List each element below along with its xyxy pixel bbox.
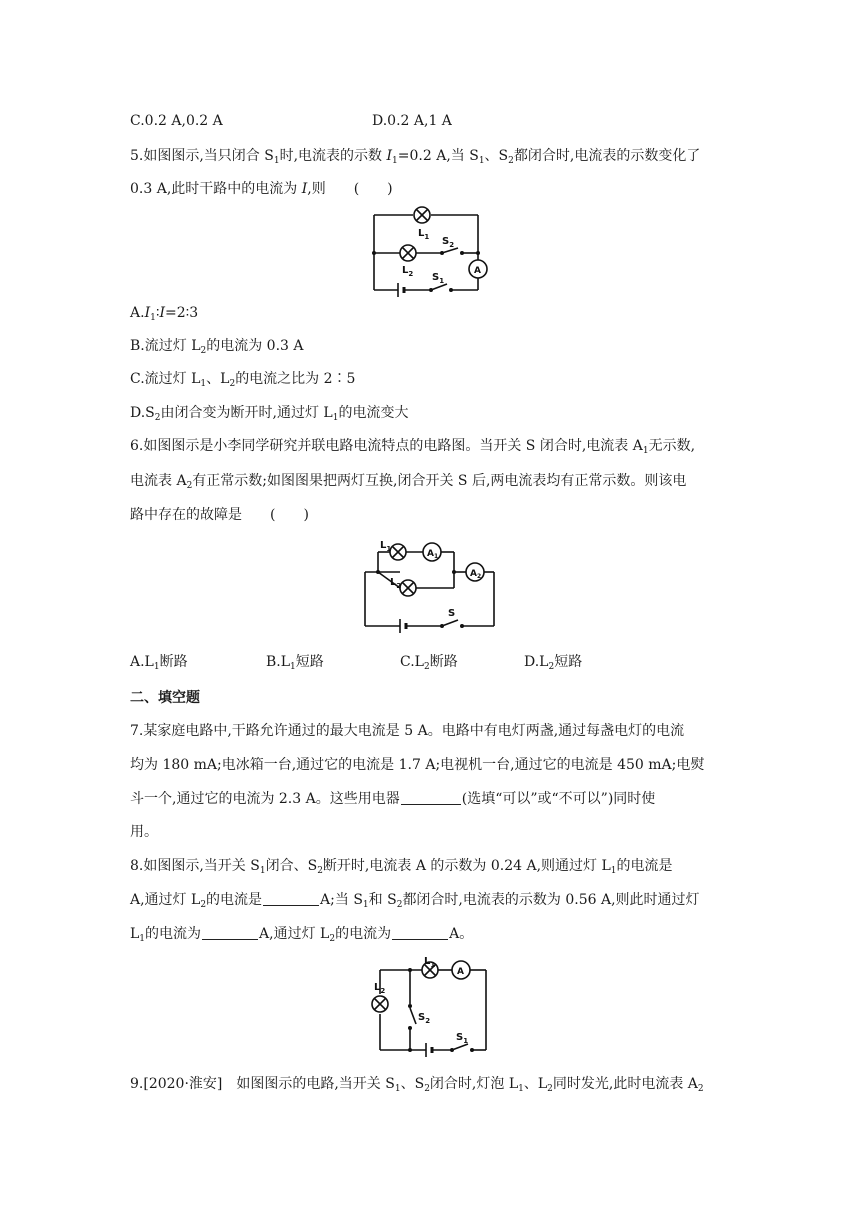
lamp-l1-icon [414, 207, 430, 223]
lamp-l1-icon [390, 544, 406, 560]
q8-line3: $L_1$的电流为 A,通过灯 $L_2$的电流为 A。 [130, 926, 474, 944]
q5-stem-line1: 5.如图图示,当只闭合 $S_1$时,电流表的示数 $I_1=0.2$ A,当 $S_1$、$S_2$都闭合时,电流表的示数变化了 [130, 148, 701, 166]
q5-option-a: $A.I_1∶I=2∶3$ [130, 305, 199, 323]
q7-line4: 用。 [130, 824, 158, 840]
q6-label-s: S [448, 608, 456, 619]
q6-stem-line1: 6.如图图示是小李同学研究并联电路电流特点的电路图。当开关 S 闭合时,电流表 $A_1$无示数, [130, 438, 696, 456]
q8-label-s1: $S_1$ [456, 1032, 469, 1045]
q5-option-d: $D.S_2$由闭合变为断开时,通过灯 $L_1$的电流变大 [130, 405, 409, 423]
q8-label-ammeter: A [457, 967, 464, 977]
lamp-l2-icon [400, 245, 416, 261]
q6-option-c: $C.L_2$断路 [400, 654, 458, 672]
q7-line3: 斗一个,通过它的电流为 2.3 A。这些用电器 (选填“可以”或“不可以”)同时使 [130, 791, 656, 807]
q6-label-l2: $L_2$ [390, 577, 402, 590]
q6-stem-line2: 电流表 $A_2$有正常示数;如图图果把两灯互换,闭合开关 S 后,两电流表均有正常示数。则该电 [130, 473, 687, 491]
q8-answer-blank-2[interactable] [202, 925, 258, 940]
q6-option-a: $A.L_1$断路 [130, 654, 188, 672]
q8-circuit-diagram [368, 954, 493, 1060]
q5-label-s1: $S_1$ [432, 272, 445, 285]
q5-label-l1: $L_1$ [418, 228, 430, 241]
q8-answer-blank-3[interactable] [392, 925, 448, 940]
q7-line2: 均为 180 mA;电冰箱一台,通过它的电流是 1.7 A;电视机一台,通过它的电流是 450 mA;电熨 [130, 757, 705, 773]
q5-option-b: B.流过灯 $L_2$的电流为 0.3 A [130, 338, 304, 356]
section-heading-fill-blank: 二、填空题 [130, 690, 200, 706]
q6-stem-line3: 路中存在的故障是 ( ) [130, 507, 309, 523]
q6-label-a1: $A_1$ [427, 549, 439, 560]
q6-option-d: $D.L_2$短路 [524, 654, 583, 672]
q8-label-s2: $S_2$ [418, 1012, 431, 1025]
q6-label-a2: $A_2$ [470, 569, 482, 580]
q8-line2: A,通过灯 $L_2$的电流是 A;当 $S_1$和 $S_2$都闭合时,电流表的示数为 0.56 A,则此时通过灯 [130, 892, 700, 910]
q4-option-d: D.0.2 A,1 A [372, 113, 452, 129]
q8-line1: 8.如图图示,当开关 $S_1$闭合、$S_2$断开时,电流表 A 的示数为 0.24 A,则通过灯 $L_1$的电流是 [130, 858, 673, 876]
q5-option-c: C.流过灯 $L_1$、$L_2$的电流之比为 2∶5 [130, 371, 356, 389]
q6-circuit-diagram [360, 536, 500, 634]
battery-icon [398, 283, 404, 297]
q8-label-l1: $L_1$ [424, 956, 436, 969]
q8-label-l2: $L_2$ [374, 982, 386, 995]
q7-line1: 7.某家庭电路中,干路允许通过的最大电流是 5 A。电路中有电灯两盏,通过每盏电灯的电流 [130, 723, 685, 739]
q5-label-s2: $S_2$ [442, 236, 455, 249]
q5-label-ammeter: A [474, 266, 481, 276]
q5-circuit-diagram [368, 203, 498, 298]
q4-option-c: C.0.2 A,0.2 A [130, 113, 223, 129]
battery-icon [426, 1043, 432, 1057]
q6-label-l1: $L_1$ [380, 540, 392, 553]
q5-stem-line2: 0.3 A,此时干路中的电流为 I,则 ( ) [130, 181, 393, 197]
q6-option-b: $B.L_1$短路 [266, 654, 324, 672]
battery-icon [400, 619, 406, 633]
q5-label-l2: $L_2$ [402, 265, 414, 278]
q7-answer-blank[interactable] [401, 790, 461, 805]
q8-answer-blank-1[interactable] [263, 891, 319, 906]
lamp-l2-icon [372, 996, 388, 1012]
q9-line1: 9.[2020·淮安] 如图图示的电路,当开关 $S_1$、$S_2$闭合时,灯泡 $L_1$、$L_2$同时发光,此时电流表 $A_2$ [130, 1076, 704, 1094]
lamp-l2-icon [400, 580, 416, 596]
